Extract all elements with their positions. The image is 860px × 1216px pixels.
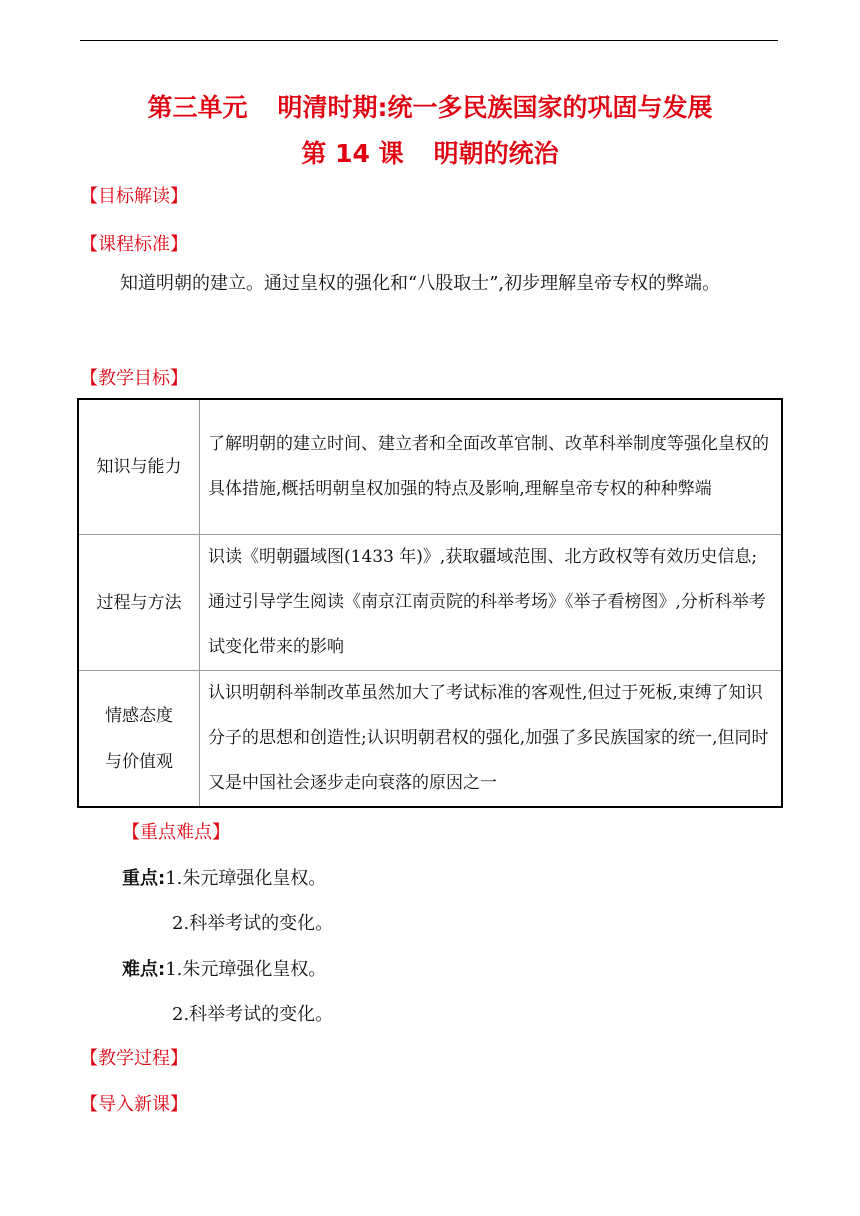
section-teaching-process: 【教学过程】	[80, 1048, 188, 1069]
standard-paragraph: 知道明朝的建立。通过皇权的强化和“八股取士”,初步理解皇帝专权的弊端。	[120, 273, 721, 294]
section-curriculum-standard: 【课程标准】	[80, 234, 188, 255]
goals-content-process: 识读《明朝疆域图(1433 年)》,获取疆域范围、北方政权等有效历史信息;通过引导学生阅读《南京江南贡院的科举考场》《举子看榜图》,分析科举考试变化带来的影响	[200, 535, 783, 671]
emphasis-item-1: 1.朱元璋强化皇权。	[165, 868, 327, 889]
difficulty-item-2: 2.科举考试的变化。	[172, 1004, 334, 1025]
goals-label-knowledge: 知识与能力	[78, 399, 200, 535]
goals-label-values	[78, 671, 200, 808]
unit-number: 第三单元	[147, 93, 248, 122]
section-key-points: 【重点难点】	[122, 822, 230, 843]
goals-label-values-line2: 与价值观	[105, 751, 173, 772]
section-teaching-goals: 【教学目标】	[80, 368, 188, 389]
goals-row-knowledge	[78, 399, 782, 535]
unit-title	[0, 88, 860, 124]
emphasis-item-2: 2.科举考试的变化。	[172, 913, 334, 934]
lesson-name: 明朝的统治	[433, 139, 559, 168]
difficulty-label: 难点:	[122, 959, 166, 980]
goals-label-process: 过程与方法	[78, 535, 200, 671]
lesson-number: 第 14 课	[301, 139, 404, 168]
header-rule	[80, 40, 778, 41]
goals-row-process	[78, 535, 782, 671]
unit-subtitle: 明清时期:统一多民族国家的巩固与发展	[277, 93, 713, 122]
section-objectives-reading: 【目标解读】	[80, 186, 188, 207]
section-introduction: 【导入新课】	[80, 1094, 188, 1115]
goals-label-values-line1: 情感态度	[105, 705, 173, 726]
goals-content-knowledge: 了解明朝的建立时间、建立者和全面改革官制、改革科举制度等强化皇权的具体措施,概括明朝皇权加强的特点及影响,理解皇帝专权的种种弊端	[200, 399, 783, 535]
emphasis-label: 重点:	[122, 868, 166, 889]
lesson-title	[0, 134, 860, 170]
emphasis-line-1	[122, 864, 326, 890]
difficulty-line-1	[122, 955, 326, 981]
difficulty-item-1: 1.朱元璋强化皇权。	[165, 959, 327, 980]
goals-content-values: 认识明朝科举制改革虽然加大了考试标准的客观性,但过于死板,束缚了知识分子的思想和创造性;认识明朝君权的强化,加强了多民族国家的统一,但同时又是中国社会逐步走向衰落的原因之一	[200, 671, 783, 808]
goals-row-values	[78, 671, 782, 808]
goals-table	[77, 398, 783, 808]
